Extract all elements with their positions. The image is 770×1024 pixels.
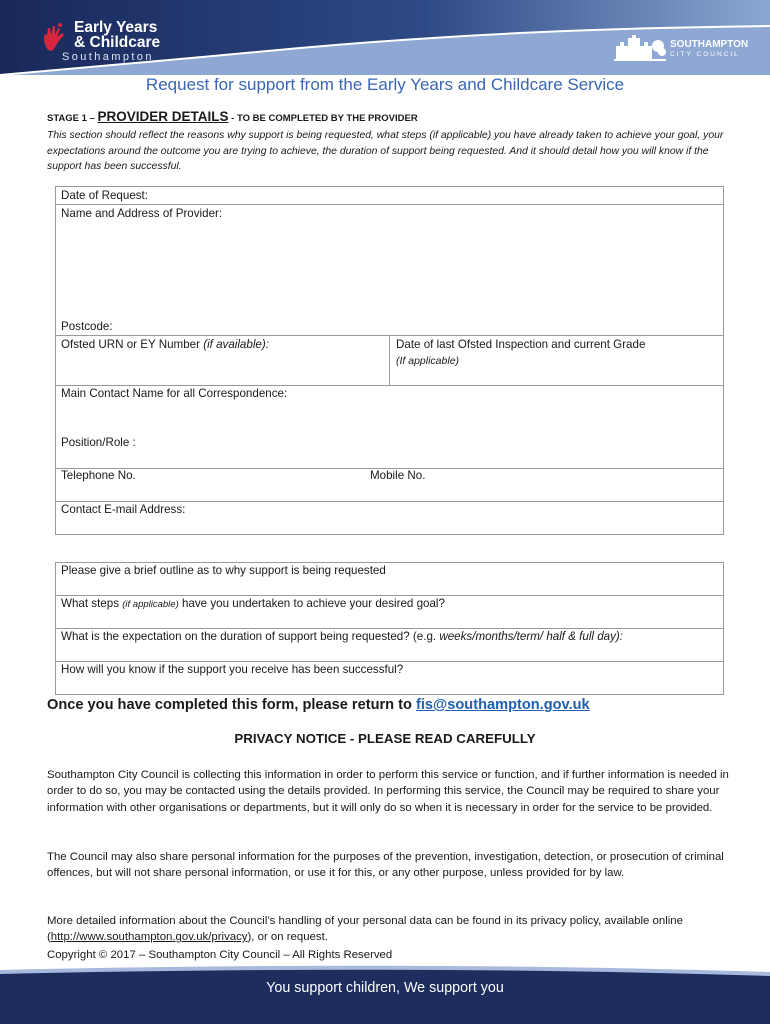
expectation-text: What is the expectation on the duration of support being requested? (e.g. bbox=[61, 630, 437, 643]
date-of-request-field[interactable] bbox=[55, 186, 724, 205]
privacy-title: PRIVACY NOTICE - PLEASE READ CAREFULLY bbox=[234, 731, 536, 746]
telephone-label: Telephone No. bbox=[61, 469, 136, 482]
page-title: Request for support from the Early Years and Childcare Service bbox=[145, 75, 625, 94]
southampton-council-logo bbox=[614, 32, 754, 62]
logo-line-3: Southampton bbox=[62, 51, 154, 63]
privacy-paragraph-1: Southampton City Council is collecting this information in order to perform this service or function, and if further information is needed in order to do so, you may be contacted using the details provided. In performing this service, the Council may be required to share your information with other organisations or departments, but it will only do so when it is necessary in order for the service to be provided. bbox=[47, 769, 729, 814]
email-label: Contact E-mail Address: bbox=[61, 503, 186, 516]
privacy-policy-link[interactable]: http://www.southampton.gov.uk/privacy bbox=[50, 931, 248, 944]
expectation-note: weeks/months/term/ half & full day): bbox=[439, 630, 623, 643]
stage-title: PROVIDER DETAILS bbox=[97, 109, 229, 124]
support-outline-label: Please give a brief outline as to why support is being requested bbox=[61, 564, 386, 577]
name-address-label: Name and Address of Provider: bbox=[61, 207, 223, 220]
ofsted-urn-label bbox=[61, 338, 269, 351]
hand-print-icon bbox=[40, 22, 70, 52]
council-subtitle: CITY COUNCIL bbox=[670, 51, 740, 58]
steps-text-b: have you undertaken to achieve your desired goal? bbox=[181, 597, 445, 610]
footer-slogan: You support children, We support you bbox=[266, 980, 504, 996]
return-instruction bbox=[47, 697, 590, 713]
logo-line-1: Early Years bbox=[74, 19, 158, 36]
early-years-logo bbox=[40, 18, 210, 66]
ofsted-date-note: (If applicable) bbox=[396, 355, 460, 367]
logo-line-2: & Childcare bbox=[74, 34, 161, 51]
postcode-label: Postcode: bbox=[61, 320, 113, 333]
copyright: Copyright © 2017 – Southampton City Council – All Rights Reserved bbox=[47, 949, 393, 961]
council-name: SOUTHAMPTON bbox=[670, 39, 749, 50]
return-email-link[interactable]: fis@southampton.gov.uk bbox=[416, 697, 590, 713]
main-contact-label: Main Contact Name for all Correspondence: bbox=[61, 387, 288, 400]
date-of-request-label: Date of Request: bbox=[61, 189, 149, 202]
stage-prefix: STAGE 1 – bbox=[47, 113, 98, 124]
steps-text-a: What steps bbox=[61, 597, 119, 610]
privacy-paragraph-2: The Council may also share personal information for the purposes of the prevention, investigation, detection, or prosecution of criminal offences, but will not share personal information, or use it for this, or any other purpose, unless provided for by law. bbox=[47, 851, 724, 880]
ofsted-date-label: Date of last Ofsted Inspection and current Grade bbox=[396, 338, 646, 351]
privacy-paragraph-3-a: More detailed information about the Council’s handling of your personal data can be found in its privacy policy, available online ( bbox=[47, 915, 683, 944]
return-text: Once you have completed this form, please return to bbox=[47, 697, 412, 713]
intro-text: This section should reflect the reasons why support is being requested, what steps (if applicable) you have already taken to achieve your goal, your expectations around the outcome you are trying to achieve, the duration of support being requested. And it should detail how you will know if the support has been successful. bbox=[47, 130, 724, 173]
ofsted-urn-text: Ofsted URN or EY Number bbox=[61, 338, 200, 351]
mobile-label: Mobile No. bbox=[370, 469, 426, 482]
expectation-label bbox=[61, 630, 623, 643]
success-label: How will you know if the support you receive has been successful? bbox=[61, 663, 404, 676]
stage-suffix: - TO BE COMPLETED BY THE PROVIDER bbox=[228, 113, 418, 124]
position-label: Position/Role : bbox=[61, 436, 136, 449]
steps-taken-label bbox=[61, 597, 445, 610]
castle-icon bbox=[614, 32, 666, 62]
ofsted-urn-note: (if available): bbox=[203, 338, 269, 351]
privacy-paragraph-3 bbox=[47, 913, 737, 946]
steps-note: (if applicable) bbox=[122, 599, 179, 610]
name-address-field[interactable] bbox=[55, 204, 724, 336]
stage-heading bbox=[47, 108, 418, 126]
privacy-paragraph-3-b: ), or on request. bbox=[247, 931, 328, 944]
